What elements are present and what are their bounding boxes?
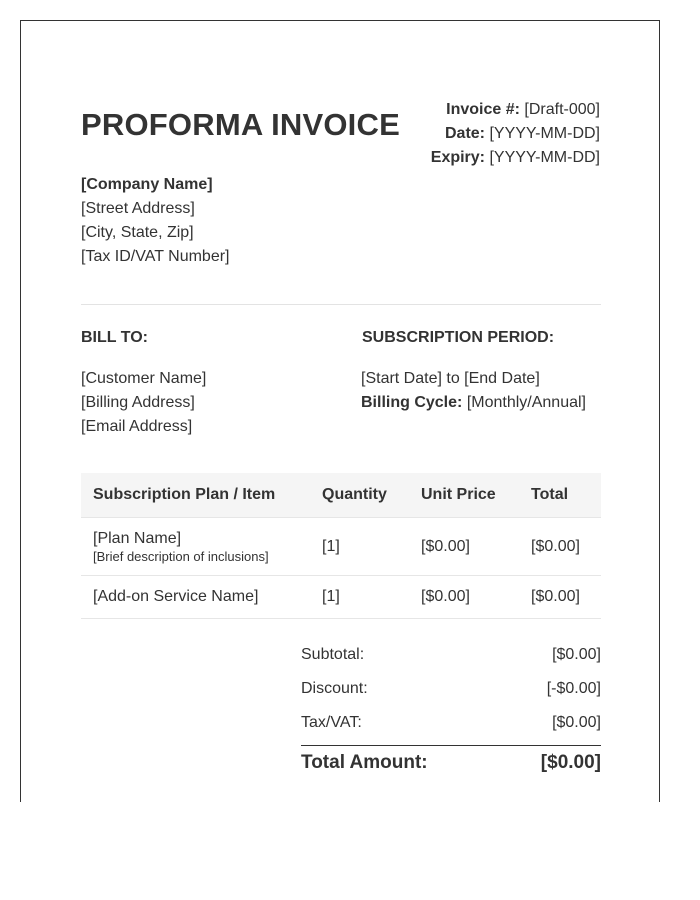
item-description: [Brief description of inclusions] (93, 548, 269, 564)
billing-cycle-row (361, 391, 586, 415)
total-cell: [$0.00] (519, 518, 601, 576)
invoice-date-row (431, 122, 600, 146)
discount-label: Discount: (301, 680, 368, 697)
item-cell (81, 518, 310, 576)
subscription-heading: SUBSCRIPTION PERIOD: (362, 329, 555, 346)
tax-label: Tax/VAT: (301, 714, 362, 731)
discount-row (301, 677, 601, 711)
totals-block (301, 643, 601, 774)
company-tax-id: [Tax ID/VAT Number] (81, 248, 230, 265)
unit-price-cell: [$0.00] (409, 576, 519, 619)
total-amount-value: [$0.00] (540, 752, 601, 773)
column-header-total: Total (519, 473, 601, 518)
bill-to-block (81, 367, 206, 439)
total-amount-row (301, 745, 601, 774)
tax-value: [$0.00] (552, 714, 601, 731)
subtotal-label: Subtotal: (301, 646, 365, 663)
subscription-block (361, 367, 586, 415)
invoice-meta (431, 98, 600, 170)
company-name: [Company Name] (81, 176, 213, 193)
invoice-expiry-row (431, 146, 600, 170)
invoice-date-label: Date: (445, 125, 486, 142)
quantity-cell: [1] (310, 576, 409, 619)
invoice-number-value: [Draft-000] (524, 101, 600, 118)
table-row (81, 518, 601, 576)
table-header-row (81, 473, 601, 518)
section-divider (81, 304, 601, 305)
company-street: [Street Address] (81, 200, 195, 217)
invoice-number-row (431, 98, 600, 122)
discount-value: [-$0.00] (546, 680, 601, 697)
tax-row (301, 711, 601, 745)
total-cell: [$0.00] (519, 576, 601, 619)
company-city: [City, State, Zip] (81, 224, 194, 241)
email-address: [Email Address] (81, 418, 193, 435)
subtotal-value: [$0.00] (552, 646, 601, 663)
billing-address: [Billing Address] (81, 394, 195, 411)
total-amount-label: Total Amount: (301, 752, 428, 773)
billing-cycle-value: [Monthly/Annual] (466, 394, 586, 411)
invoice-date-value: [YYYY-MM-DD] (489, 125, 600, 142)
company-block (81, 173, 229, 269)
bill-to-heading: BILL TO: (81, 329, 148, 346)
column-header-quantity: Quantity (310, 473, 409, 518)
item-name: [Plan Name] (93, 529, 182, 547)
table-row (81, 576, 601, 619)
invoice-number-label: Invoice #: (446, 101, 520, 118)
column-header-item: Subscription Plan / Item (81, 473, 310, 518)
invoice-expiry-label: Expiry: (430, 149, 486, 166)
invoice-title: PROFORMA INVOICE (81, 107, 400, 142)
billing-cycle-label: Billing Cycle: (361, 394, 463, 411)
subtotal-row (301, 643, 601, 677)
invoice-expiry-value: [YYYY-MM-DD] (489, 149, 600, 166)
item-cell (81, 576, 310, 619)
item-name: [Add-on Service Name] (93, 588, 259, 605)
invoice-page (20, 20, 660, 802)
line-items-table (81, 473, 601, 619)
customer-name: [Customer Name] (81, 370, 207, 387)
subscription-period: [Start Date] to [End Date] (361, 370, 540, 387)
quantity-cell: [1] (310, 518, 409, 576)
unit-price-cell: [$0.00] (409, 518, 519, 576)
column-header-unit-price: Unit Price (409, 473, 519, 518)
